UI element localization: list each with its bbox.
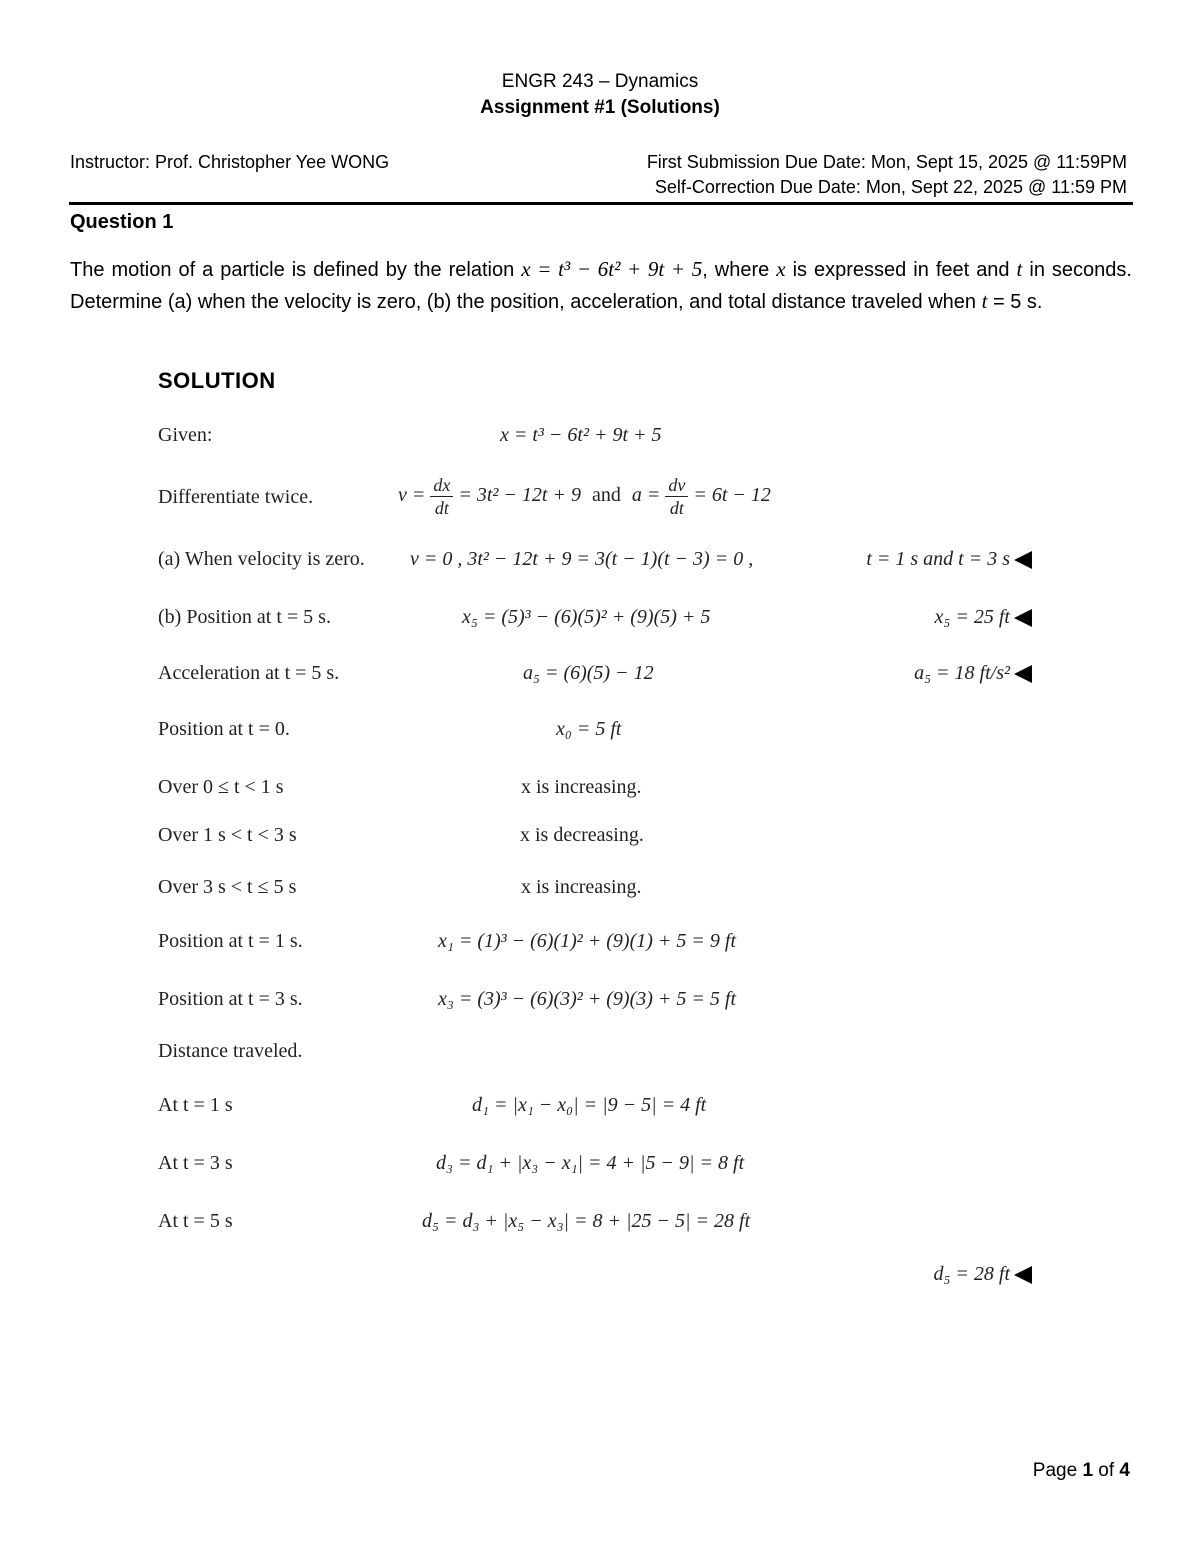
given-label: Given: bbox=[158, 424, 213, 446]
part-a-equation: v = 0 , 3t² − 12t + 9 = 3(t − 1)(t − 3) = 0 , bbox=[410, 548, 754, 570]
v-rhs: = 3t² − 12t + 9 bbox=[458, 484, 581, 507]
dt-denominator-2: dt bbox=[669, 498, 684, 518]
distance-t3-label: At t = 3 s bbox=[158, 1152, 233, 1174]
acceleration-answer-text: a₅ = 18 ft/s² bbox=[914, 662, 1010, 684]
part-a-label: (a) When velocity is zero. bbox=[158, 548, 365, 570]
derivatives-equation bbox=[398, 474, 771, 519]
instructor-line: Instructor: Prof. Christopher Yee WONG bbox=[70, 152, 390, 172]
var-t: t bbox=[1016, 257, 1023, 281]
distance-t1-label: At t = 1 s bbox=[158, 1094, 233, 1116]
assignment-title: Assignment #1 (Solutions) bbox=[480, 97, 720, 118]
position-t3-label: Position at t = 3 s. bbox=[158, 988, 303, 1010]
a-lhs: a = bbox=[631, 484, 661, 507]
dv-dt-fraction bbox=[665, 474, 688, 519]
interval-2-label: Over 1 s < t < 3 s bbox=[158, 824, 297, 846]
interval-1-result: x is increasing. bbox=[521, 776, 642, 798]
solution-title: SOLUTION bbox=[158, 368, 276, 393]
distance-t1-equation: d₁ = |x₁ − x₀| = |9 − 5| = 4 ft bbox=[472, 1094, 707, 1116]
dt-denominator: dt bbox=[434, 498, 449, 518]
self-correction-due-date: Self-Correction Due Date: Mon, Sept 22, 2025 @ 11:59 PM bbox=[654, 177, 1127, 197]
var-x: x bbox=[776, 257, 786, 281]
position-t0-equation: x₀ = 5 ft bbox=[556, 718, 622, 740]
distance-t3-equation: d₃ = d₁ + |x₃ − x₁| = 4 + |5 − 9| = 8 ft bbox=[436, 1152, 745, 1174]
part-a-answer bbox=[866, 548, 1032, 571]
v-lhs: v = bbox=[398, 484, 426, 507]
first-due-date: First Submission Due Date: Mon, Sept 15, 2025 @ 11:59PM bbox=[646, 152, 1127, 172]
part-b-equation: x₅ = (5)³ − (6)(5)² + (9)(5) + 5 bbox=[462, 606, 711, 628]
position-t1-equation: x₁ = (1)³ − (6)(1)² + (9)(1) + 5 = 9 ft bbox=[438, 930, 737, 952]
problem-text-3: is expressed in feet and bbox=[785, 259, 1017, 281]
a-rhs: = 6t − 12 bbox=[693, 484, 771, 507]
interval-2-result: x is decreasing. bbox=[520, 824, 644, 846]
problem-text-2: , where bbox=[702, 259, 777, 281]
part-b-label: (b) Position at t = 5 s. bbox=[158, 606, 331, 628]
problem-text-4: in seconds. Determine (a) when the velocity is zero, (b) the position, acceleration, and total distance traveled when bbox=[70, 259, 1132, 313]
problem-text-5: = 5 s. bbox=[987, 291, 1043, 313]
course-title: ENGR 243 – Dynamics bbox=[501, 71, 699, 92]
interval-3-label: Over 3 s < t ≤ 5 s bbox=[158, 876, 297, 898]
position-t1-label: Position at t = 1 s. bbox=[158, 930, 303, 952]
dx-numerator: dx bbox=[430, 474, 453, 497]
part-b-answer bbox=[935, 606, 1032, 629]
header-divider bbox=[69, 202, 1133, 205]
part-b-answer-text: x₅ = 25 ft bbox=[934, 606, 1010, 628]
interval-1-label: Over 0 ≤ t < 1 s bbox=[158, 776, 284, 798]
dx-dt-fraction bbox=[430, 474, 453, 519]
page-prefix: Page bbox=[1032, 1460, 1083, 1481]
var-t-2: t bbox=[981, 289, 988, 313]
dv-numerator: dv bbox=[665, 474, 688, 497]
page-current: 1 bbox=[1082, 1460, 1094, 1481]
given-equation: x = t³ − 6t² + 9t + 5 bbox=[500, 424, 662, 446]
differentiate-label: Differentiate twice. bbox=[158, 486, 314, 508]
page-total: 4 bbox=[1119, 1460, 1130, 1481]
problem-text-1: The motion of a particle is defined by the relation bbox=[70, 259, 522, 281]
and-word: and bbox=[591, 484, 621, 507]
distance-t5-label: At t = 5 s bbox=[158, 1210, 233, 1232]
final-distance-answer-text: d₅ = 28 ft bbox=[933, 1263, 1010, 1285]
distance-t5-equation: d₅ = d₃ + |x₅ − x₃| = 8 + |25 − 5| = 28 ft bbox=[422, 1210, 751, 1232]
question-title: Question 1 bbox=[70, 211, 174, 233]
acceleration-equation: a₅ = (6)(5) − 12 bbox=[523, 662, 654, 684]
final-distance-answer bbox=[933, 1263, 1032, 1286]
relation-equation: x = t³ − 6t² + 9t + 5 bbox=[521, 257, 703, 281]
acceleration-label: Acceleration at t = 5 s. bbox=[158, 662, 340, 684]
interval-3-result: x is increasing. bbox=[521, 876, 642, 898]
distance-label: Distance traveled. bbox=[158, 1040, 303, 1062]
acceleration-answer bbox=[914, 662, 1032, 685]
part-a-answer-text: t = 1 s and t = 3 s bbox=[866, 548, 1010, 570]
answer-arrow-icon bbox=[1014, 609, 1032, 627]
answer-arrow-icon bbox=[1014, 551, 1032, 569]
page-number bbox=[1033, 1460, 1130, 1482]
page-of: of bbox=[1093, 1460, 1120, 1481]
answer-arrow-icon bbox=[1014, 1266, 1032, 1284]
position-t0-label: Position at t = 0. bbox=[158, 718, 290, 740]
answer-arrow-icon bbox=[1014, 665, 1032, 683]
position-t3-equation: x₃ = (3)³ − (6)(3)² + (9)(3) + 5 = 5 ft bbox=[438, 988, 737, 1010]
problem-statement bbox=[70, 254, 1132, 318]
